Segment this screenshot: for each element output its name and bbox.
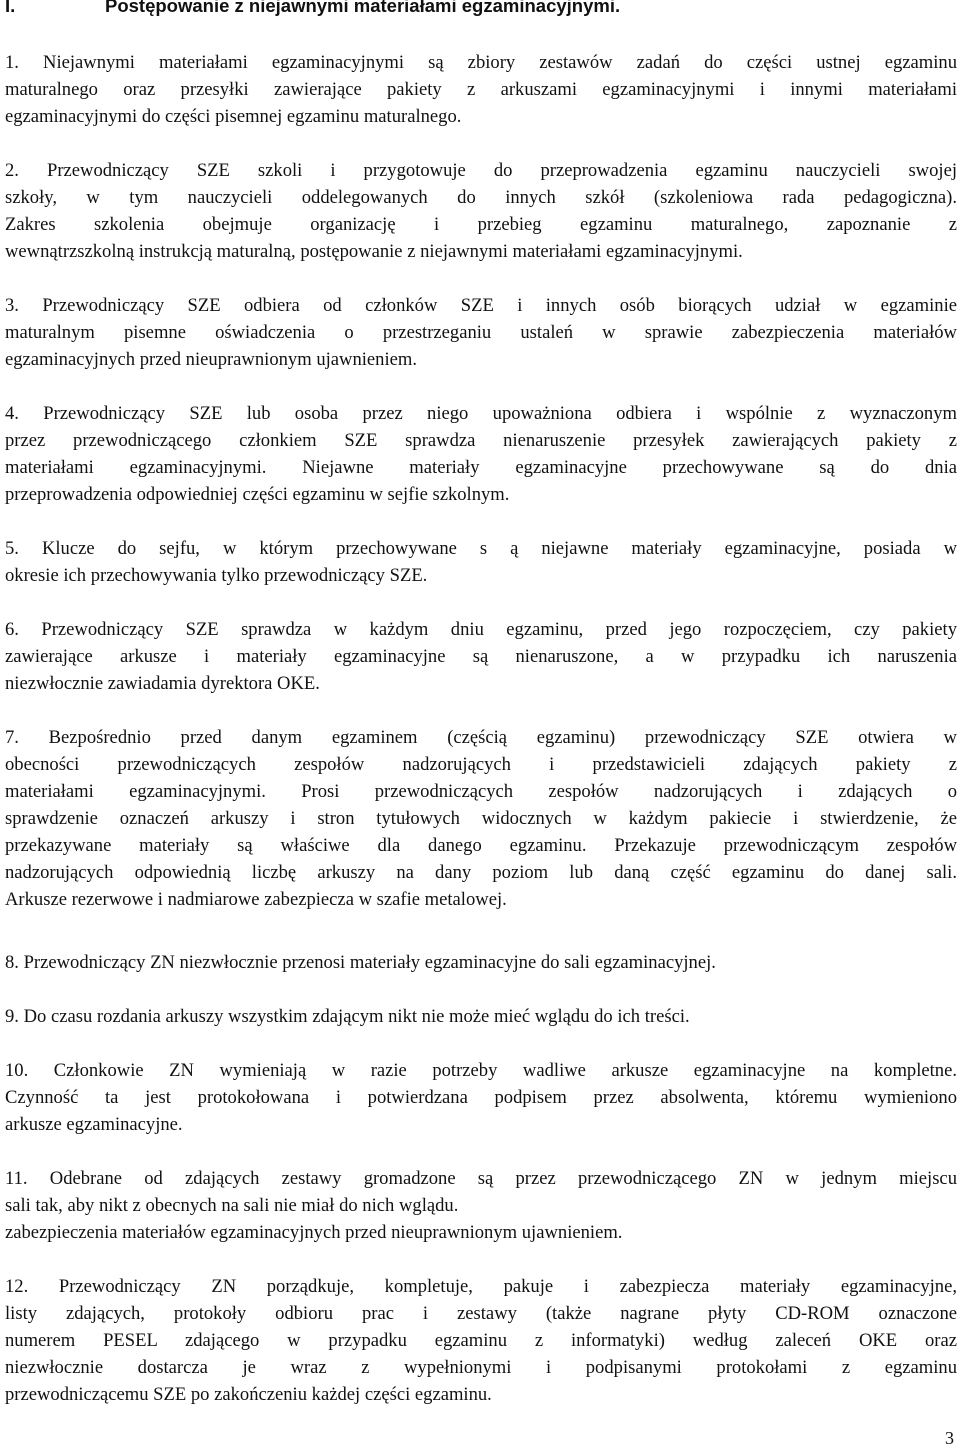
section-title: Postępowanie z niejawnymi materiałami egzaminacyjnymi. [105, 0, 621, 16]
paragraph-line: 2. Przewodniczący SZE szkoli i przygotowuje do przeprowadzenia egzaminu nauczycieli swojej [5, 160, 957, 181]
paragraph-1 [5, 49, 957, 130]
paragraph-line: 12. Przewodniczący ZN porządkuje, kompletuje, pakuje i zabezpiecza materiały egzaminacyjne, [5, 1276, 957, 1297]
paragraph-line: sali tak, aby nikt z obecnych na sali nie miał do nich wglądu. [5, 1195, 459, 1216]
paragraph-line: okresie ich przechowywania tylko przewodniczący SZE. [5, 565, 428, 586]
paragraph-line: 6. Przewodniczący SZE sprawdza w każdym dniu egzaminu, przed jego rozpoczęciem, czy pakiety [5, 619, 957, 640]
paragraph-line: arkusze egzaminacyjne. [5, 1114, 183, 1135]
paragraph-line: przewodniczącemu SZE po zakończeniu każdej części egzaminu. [5, 1384, 492, 1405]
paragraph-line: 4. Przewodniczący SZE lub osoba przez niego upoważniona odbiera i wspólnie z wyznaczonym [5, 403, 957, 424]
section-heading [5, 0, 620, 18]
paragraph-line: 11. Odebrane od zdających zestawy gromadzone są przez przewodniczącego ZN w jednym miejscu [5, 1168, 957, 1189]
paragraph-line: szkoły, w tym nauczycieli oddelegowanych do innych szkół (szkoleniowa rada pedagogiczna). [5, 187, 957, 208]
paragraph-line: niezwłocznie dostarcza je wraz z wypełnionymi i podpisanymi protokołami z egzaminu [5, 1357, 957, 1378]
paragraph-6 [5, 616, 957, 697]
paragraph-4 [5, 400, 957, 508]
paragraph-3 [5, 292, 957, 373]
paragraph-line: Arkusze rezerwowe i nadmiarowe zabezpiecza w szafie metalowej. [5, 889, 507, 910]
section-number: I. [5, 0, 16, 16]
paragraph-line: 7. Bezpośrednio przed danym egzaminem (częścią egzaminu) przewodniczący SZE otwiera w [5, 727, 957, 748]
paragraph-12 [5, 1273, 957, 1408]
paragraph-line: egzaminacyjnych przed nieuprawnionym ujawnieniem. [5, 349, 418, 370]
paragraph-line: egzaminacyjnymi do części pisemnej egzaminu maturalnego. [5, 106, 462, 127]
paragraph-line: przez przewodniczącego członkiem SZE sprawdza nienaruszenie przesyłek zawierających pakiety z [5, 430, 957, 451]
paragraph-line: 10. Członkowie ZN wymieniają w razie potrzeby wadliwe arkusze egzaminacyjne na kompletne. [5, 1060, 957, 1081]
paragraph-line: listy zdających, protokoły odbioru prac i zestawy (także nagrane płyty CD-ROM oznaczone [5, 1303, 957, 1324]
paragraph-7 [5, 724, 957, 913]
paragraph-line: zabezpieczenia materiałów egzaminacyjnych przed nieuprawnionym ujawnieniem. [5, 1222, 623, 1243]
paragraph-line: 9. Do czasu rozdania arkuszy wszystkim zdającym nikt nie może mieć wglądu do ich treści. [5, 1006, 690, 1027]
paragraph-line: zawierające arkusze i materiały egzaminacyjne są nienaruszone, a w przypadku ich naruszenia [5, 646, 957, 667]
paragraph-8 [5, 949, 957, 976]
paragraph-line: przekazywane materiały są właściwe dla danego egzaminu. Przekazuje przewodniczącym zespołów [5, 835, 957, 856]
paragraph-line: 1. Niejawnymi materiałami egzaminacyjnymi są zbiory zestawów zadań do części ustnej egzaminu [5, 52, 957, 73]
paragraph-5 [5, 535, 957, 589]
paragraph-line: maturalnym pisemne oświadczenia o przestrzeganiu ustaleń w sprawie zabezpieczenia materiałów [5, 322, 957, 343]
paragraph-line: 5. Klucze do sejfu, w którym przechowywane s ą niejawne materiały egzaminacyjne, posiada w [5, 538, 957, 559]
paragraph-line: materiałami egzaminacyjnymi. Niejawne materiały egzaminacyjne przechowywane są do dnia [5, 457, 957, 478]
paragraph-line: przeprowadzenia odpowiedniej części egzaminu w sejfie szkolnym. [5, 484, 510, 505]
paragraph-2 [5, 157, 957, 265]
page-number: 3 [945, 1428, 954, 1448]
paragraph-9 [5, 1003, 957, 1030]
paragraph-line: numerem PESEL zdającego w przypadku egzaminu z informatyki) według zaleceń OKE oraz [5, 1330, 957, 1351]
paragraph-line: materiałami egzaminacyjnymi. Prosi przewodniczących zespołów nadzorujących i zdających o [5, 781, 957, 802]
paragraph-line: 3. Przewodniczący SZE odbiera od członków SZE i innych osób biorących udział w egzaminie [5, 295, 957, 316]
paragraph-line: maturalnego oraz przesyłki zawierające pakiety z arkuszami egzaminacyjnymi i innymi materiałami [5, 79, 957, 100]
paragraph-10 [5, 1057, 957, 1138]
paragraph-line: wewnątrzszkolną instrukcją maturalną, postępowanie z niejawnymi materiałami egzaminacyjnymi. [5, 241, 743, 262]
paragraph-line: Czynność ta jest protokołowana i potwierdzana podpisem przez absolwenta, któremu wymieniono [5, 1087, 957, 1108]
paragraph-11 [5, 1165, 957, 1246]
paragraph-line: sprawdzenie oznaczeń arkuszy i stron tytułowych widocznych w każdym pakiecie i stwierdzenie, że [5, 808, 957, 829]
paragraph-line: nadzorujących odpowiednią liczbę arkuszy na dany poziom lub daną część egzaminu do danej sali. [5, 862, 957, 883]
paragraph-line: Zakres szkolenia obejmuje organizację i przebieg egzaminu maturalnego, zapoznanie z [5, 214, 957, 235]
paragraph-line: 8. Przewodniczący ZN niezwłocznie przenosi materiały egzaminacyjne do sali egzaminacyjnej. [5, 952, 716, 973]
paragraph-line: niezwłocznie zawiadamia dyrektora OKE. [5, 673, 320, 694]
paragraph-line: obecności przewodniczących zespołów nadzorujących i przedstawicieli zdających pakiety z [5, 754, 957, 775]
